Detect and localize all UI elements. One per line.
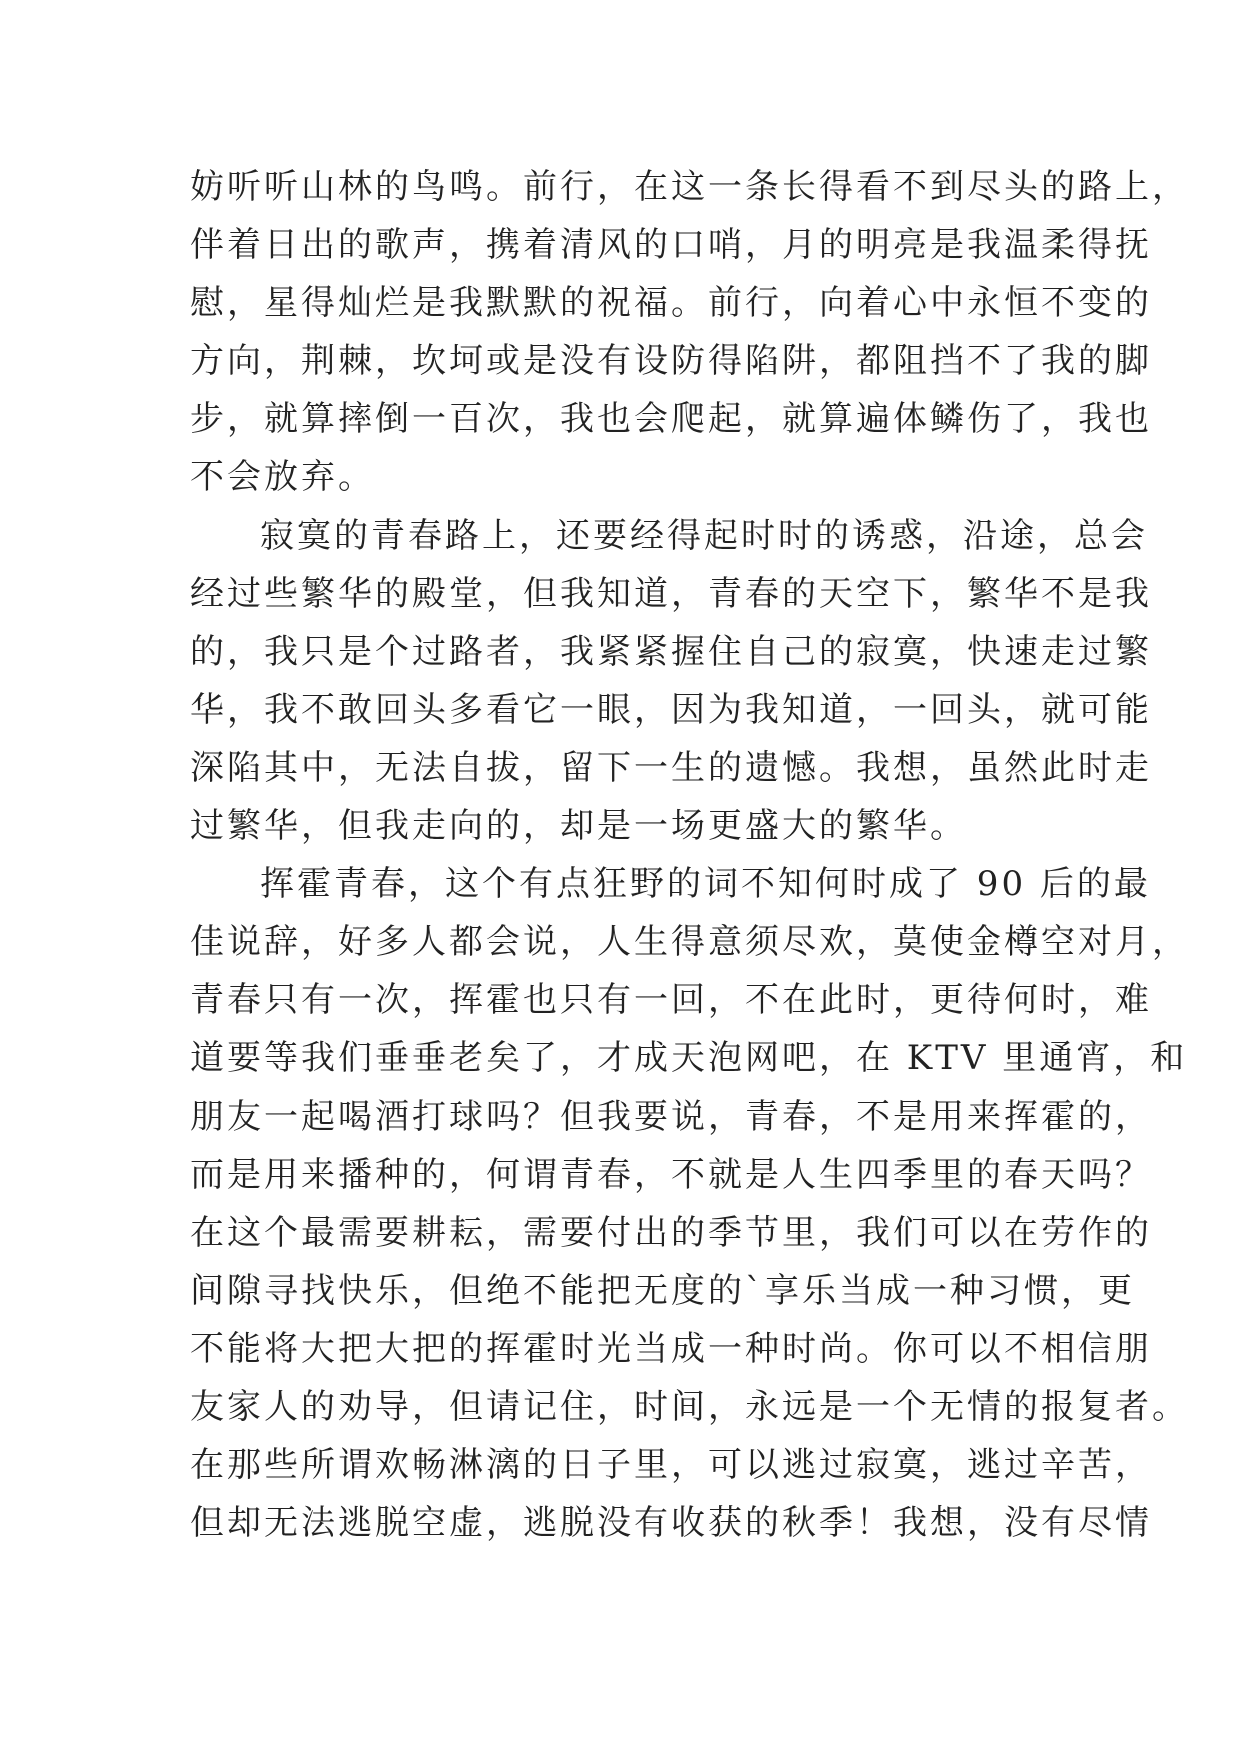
text-line: 过繁华，但我走向的，却是一场更盛大的繁华。: [190, 806, 967, 847]
paragraph-first-line: 寂寞的青春路上，还要经得起时时的诱惑，沿途，总会: [260, 515, 1148, 556]
text-line: 在这个最需要耕耘，需要付出的季节里，我们可以在劳作的: [190, 1212, 1152, 1253]
text-line: 不会放弃。: [190, 457, 375, 498]
text-line: 佳说辞，好多人都会说，人生得意须尽欢，莫使金樽空对月，: [190, 922, 1189, 963]
text-line: 华，我不敢回头多看它一眼，因为我知道，一回头，就可能: [190, 689, 1152, 730]
text-line: 道要等我们垂垂老矣了，才成天泡网吧，在 KTV 里通宵，和: [190, 1038, 1188, 1079]
document-body: [190, 158, 1189, 1552]
text-line: 步，就算摔倒一百次，我也会爬起，就算遍体鳞伤了，我也: [190, 399, 1152, 440]
text-line: 方向，荆棘，坎坷或是没有设防得陷阱，都阻挡不了我的脚: [190, 341, 1152, 382]
text-line: 青春只有一次，挥霍也只有一回，不在此时，更待何时，难: [190, 980, 1152, 1021]
text-line: 妨听听山林的鸟鸣。前行，在这一条长得看不到尽头的路上，: [190, 167, 1189, 207]
text-line: 朋友一起喝酒打球吗？但我要说，青春，不是用来挥霍的，: [190, 1096, 1152, 1137]
text-line: 深陷其中，无法自拔，留下一生的遗憾。我想，虽然此时走: [190, 747, 1152, 788]
text-line: 经过些繁华的殿堂，但我知道，青春的天空下，繁华不是我: [190, 573, 1152, 614]
text-line: 不能将大把大把的挥霍时光当成一种时尚。你可以不相信朋: [190, 1328, 1152, 1369]
text-line: 伴着日出的歌声，携着清风的口哨，月的明亮是我温柔得抚: [190, 225, 1152, 266]
text-line: 慰，星得灿烂是我默默的祝福。前行，向着心中永恒不变的: [190, 283, 1152, 324]
text-line: 而是用来播种的，何谓青春，不就是人生四季里的春天吗？: [190, 1154, 1152, 1195]
text-line: 但却无法逃脱空虚，逃脱没有收获的秋季！我想，没有尽情: [190, 1503, 1152, 1544]
paragraph-first-line: 挥霍青春，这个有点狂野的词不知何时成了 90 后的最: [260, 864, 1151, 905]
text-line: 间隙寻找快乐，但绝不能把无度的`享乐当成一种习惯，更: [190, 1270, 1135, 1311]
text-line: 在那些所谓欢畅淋漓的日子里，可以逃过寂寞，逃过辛苦，: [190, 1445, 1152, 1486]
text-line: 友家人的劝导，但请记住，时间，永远是一个无情的报复者。: [190, 1386, 1189, 1427]
text-line: 的，我只是个过路者，我紧紧握住自己的寂寞，快速走过繁: [190, 631, 1152, 672]
